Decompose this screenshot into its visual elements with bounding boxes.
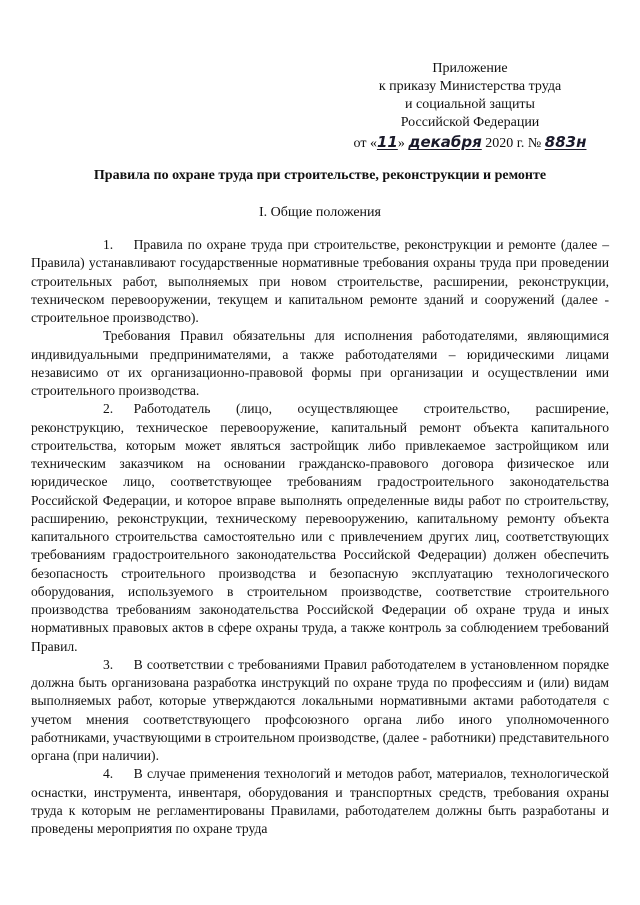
appendix-label: Приложение [432, 61, 508, 76]
order-number-handwritten: 883н [544, 133, 587, 151]
date-day-handwritten: 11 [376, 133, 398, 151]
appendix-header [345, 60, 595, 153]
order-date-line [345, 133, 595, 153]
paragraph-2: 2. Работодатель (лицо, осуществляющее строительство, расширение, реконструкцию, техническое перевооружение, капитальный ремонт объекта капитального строительства, которым может являться застройщик либо привлекаемое застройщиком или техническим заказчиком на основании гражданско-правового договора физическое или юридическое лицо, соответствующее требованиям градостроительного законодательства Российской Федерации, и которое вправе выполнять определенные виды работ по строительству, расширению, реконструкции, техническому перевооружению, капитальному ремонту объекта капитального строительства самостоятельно или с привлечением других лиц, соответствующих требованиям градостроительного законодательства Российской Федерации) должен обеспечить безопасность строительного производства и безопасную эксплуатацию технологического оборудования, используемого в строительном производстве, соответствие строительного производства требованиям законодательства Российской Федерации об охране труда и иных нормативных правовых актов в сфере охраны труда, а также контроль за соблюдением требований Правил. [31, 401, 609, 654]
paragraph-3: 3. В соответствии с требованиями Правил работодателем в установленном порядке должна быть организована разработка инструкций по охране труда по профессиям и (или) видам выполняемых работ, которые утверждаются локальными нормативными актами работодателя с учетом мнения соответствующего профсоюзного органа либо иного уполномоченного работниками, участвующими в строительном производстве, (далее - работники) представительного органа (при наличии). [31, 656, 609, 763]
date-year: 2020 г. № [481, 136, 545, 151]
order-reference-line: к приказу Министерства труда [378, 79, 562, 94]
country-line: Российской Федерации [400, 115, 540, 130]
section-heading: I. Общие положения [259, 205, 381, 220]
paragraph-1-continued: Требования Правил обязательны для исполнения работодателями, являющимися индивидуальными предпринимателями, а также работодателями – юридическими лицами независимо от их организационно-правовой формы при организации и осуществлении ими строительного производства. [31, 328, 609, 398]
paragraph-1: 1. Правила по охране труда при строительстве, реконструкции и ремонте (далее – Правила) устанавливают государственные нормативные требования охраны труда при проведении строительных работ, выполняемых при новом строительстве, расширении, реконструкции, техническом перевооружении, текущем и капитальном ремонте зданий и сооружений (далее - строительное производство). [31, 237, 609, 325]
ministry-line: и социальной защиты [405, 97, 535, 112]
date-month-handwritten: декабря [408, 133, 482, 151]
document-title: Правила по охране труда при строительстве, реконструкции и ремонте [93, 168, 547, 183]
date-prefix: от « [353, 136, 377, 151]
document-body [31, 236, 609, 838]
date-mid: » [397, 136, 409, 151]
paragraph-4: 4. В случае применения технологий и методов работ, материалов, технологической оснастки, инструмента, инвентаря, оборудования и транспортных средств, требования охраны труда к которым не регламентированы Правилами, работодателем должны быть разработаны и проведены мероприятия по охране труда [31, 766, 609, 836]
